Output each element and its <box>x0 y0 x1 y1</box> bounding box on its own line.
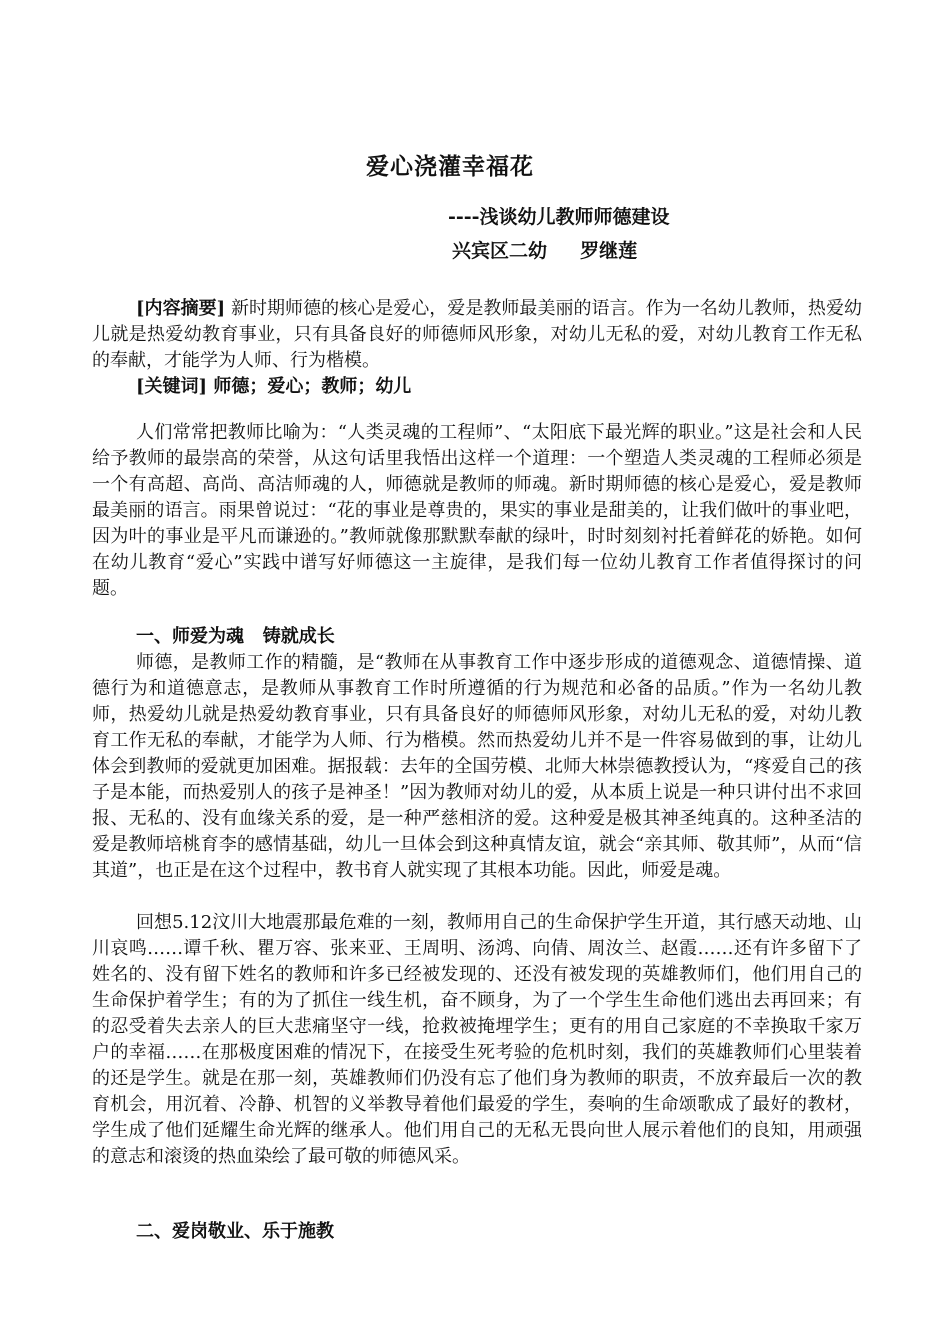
abstract-paragraph <box>92 296 862 374</box>
keywords-text: 师德；爱心；教师；幼儿 <box>207 376 412 397</box>
section-1-heading: 一、师爱为魂 铸就成长 <box>136 626 335 647</box>
section-2-heading: 二、爱岗敬业、乐于施教 <box>136 1221 334 1242</box>
abstract-text: 新时期师德的核心是爱心，爱是教师最美丽的语言。作为一名幼儿教师，热爱幼儿就是热爱幼教育事业，只有具备良好的师德师风形象，对幼儿无私的爱，对幼儿教育工作无私的奉献，才能学为人师、行为楷模。 <box>92 298 862 371</box>
section-1-paragraph-2: 回想5.12汶川大地震那最危难的一刻，教师用自己的生命保护学生开道，其行感天动地、山川哀鸣……谭千秋、瞿万容、张来亚、王周明、汤鸿、向倩、周汝兰、赵霞……还有许多留下了姓名的、没有留下姓名的教师和许多已经被发现的、还没有被发现的英雄教师们，他们用自己的生命保护着学生；有的为了抓住一线生机，奋不顾身，为了一个学生生命他们逃出去再回来；有的忍受着失去亲人的巨大悲痛坚守一线，抢救被掩埋学生；更有的用自己家庭的不幸换取千家万户的幸福……在那极度困难的情况下，在接受生死考验的危机时刻，我们的英雄教师们心里装着的还是学生。就是在那一刻，英雄教师们仍没有忘了他们身为教师的职责，不放弃最后一次的教育机会，用沉着、冷静、机智的义举教导着他们最爱的学生，奏响的生命颂歌成了最好的教材，学生成了他们延耀生命光辉的继承人。他们用自己的无私无畏向世人展示着他们的良知，用顽强的意志和滚烫的热血染绘了最可敬的师德风采。 <box>92 912 862 1167</box>
section-1-paragraph-1: 师德，是教师工作的精髓，是“教师在从事教育工作中逐步形成的道德观念、道德情操、道德行为和道德意志，是教师从事教育工作时所遵循的行为规范和必备的品质。”作为一名幼儿教师，热爱幼儿就是热爱幼教育事业，只有具备良好的师德师风形象，对幼儿无私的爱，对幼儿教育工作无私的奉献，才能学为人师、行为楷模。然而热爱幼儿并不是一件容易做到的事，让幼儿体会到教师的爱就更加困难。据报载：去年的全国劳模、北师大林崇德教授认为，“疼爱自己的孩子是本能，而热爱别人的孩子是神圣！”因为教师对幼儿的爱，从本质上说是一种只讲付出不求回报、无私的、没有血缘关系的爱，是一种严慈相济的爱。这种爱是极其神圣纯真的。这种圣洁的爱是教师培桃育李的感情基础，幼儿一旦体会到这种真情友谊，就会“亲其师、敬其师”，从而“信其道”，也正是在这个过程中，教书育人就实现了其根本功能。因此，师爱是魂。 <box>92 652 862 881</box>
author-line: 兴宾区二幼 罗继莲 <box>452 240 638 262</box>
keywords-paragraph <box>92 374 862 400</box>
keywords-label: [关键词] <box>136 376 208 397</box>
abstract-label: [内容摘要] <box>136 298 226 319</box>
document-subtitle: ----浅谈幼儿教师师德建设 <box>448 206 670 228</box>
intro-paragraph: 人们常常把教师比喻为：“人类灵魂的工程师”、“太阳底下最光辉的职业。”这是社会和人民给予教师的最崇高的荣誉，从这句话里我悟出这样一个道理：一个塑造人类灵魂的工程师必须是一个有高超、高尚、高洁师魂的人，师德就是教师的师魂。新时期师德的核心是爱心，爱是教师最美丽的语言。雨果曾说过：“花的事业是尊贵的，果实的事业是甜美的，让我们做叶的事业吧，因为叶的事业是平凡而谦逊的。”教师就像那默默奉献的绿叶，时时刻刻衬托着鲜花的娇艳。如何在幼儿教育“爱心”实践中谱写好师德这一主旋律，是我们每一位幼儿教育工作者值得探讨的问题。 <box>92 422 862 599</box>
document-title: 爱心浇灌幸福花 <box>366 153 534 180</box>
